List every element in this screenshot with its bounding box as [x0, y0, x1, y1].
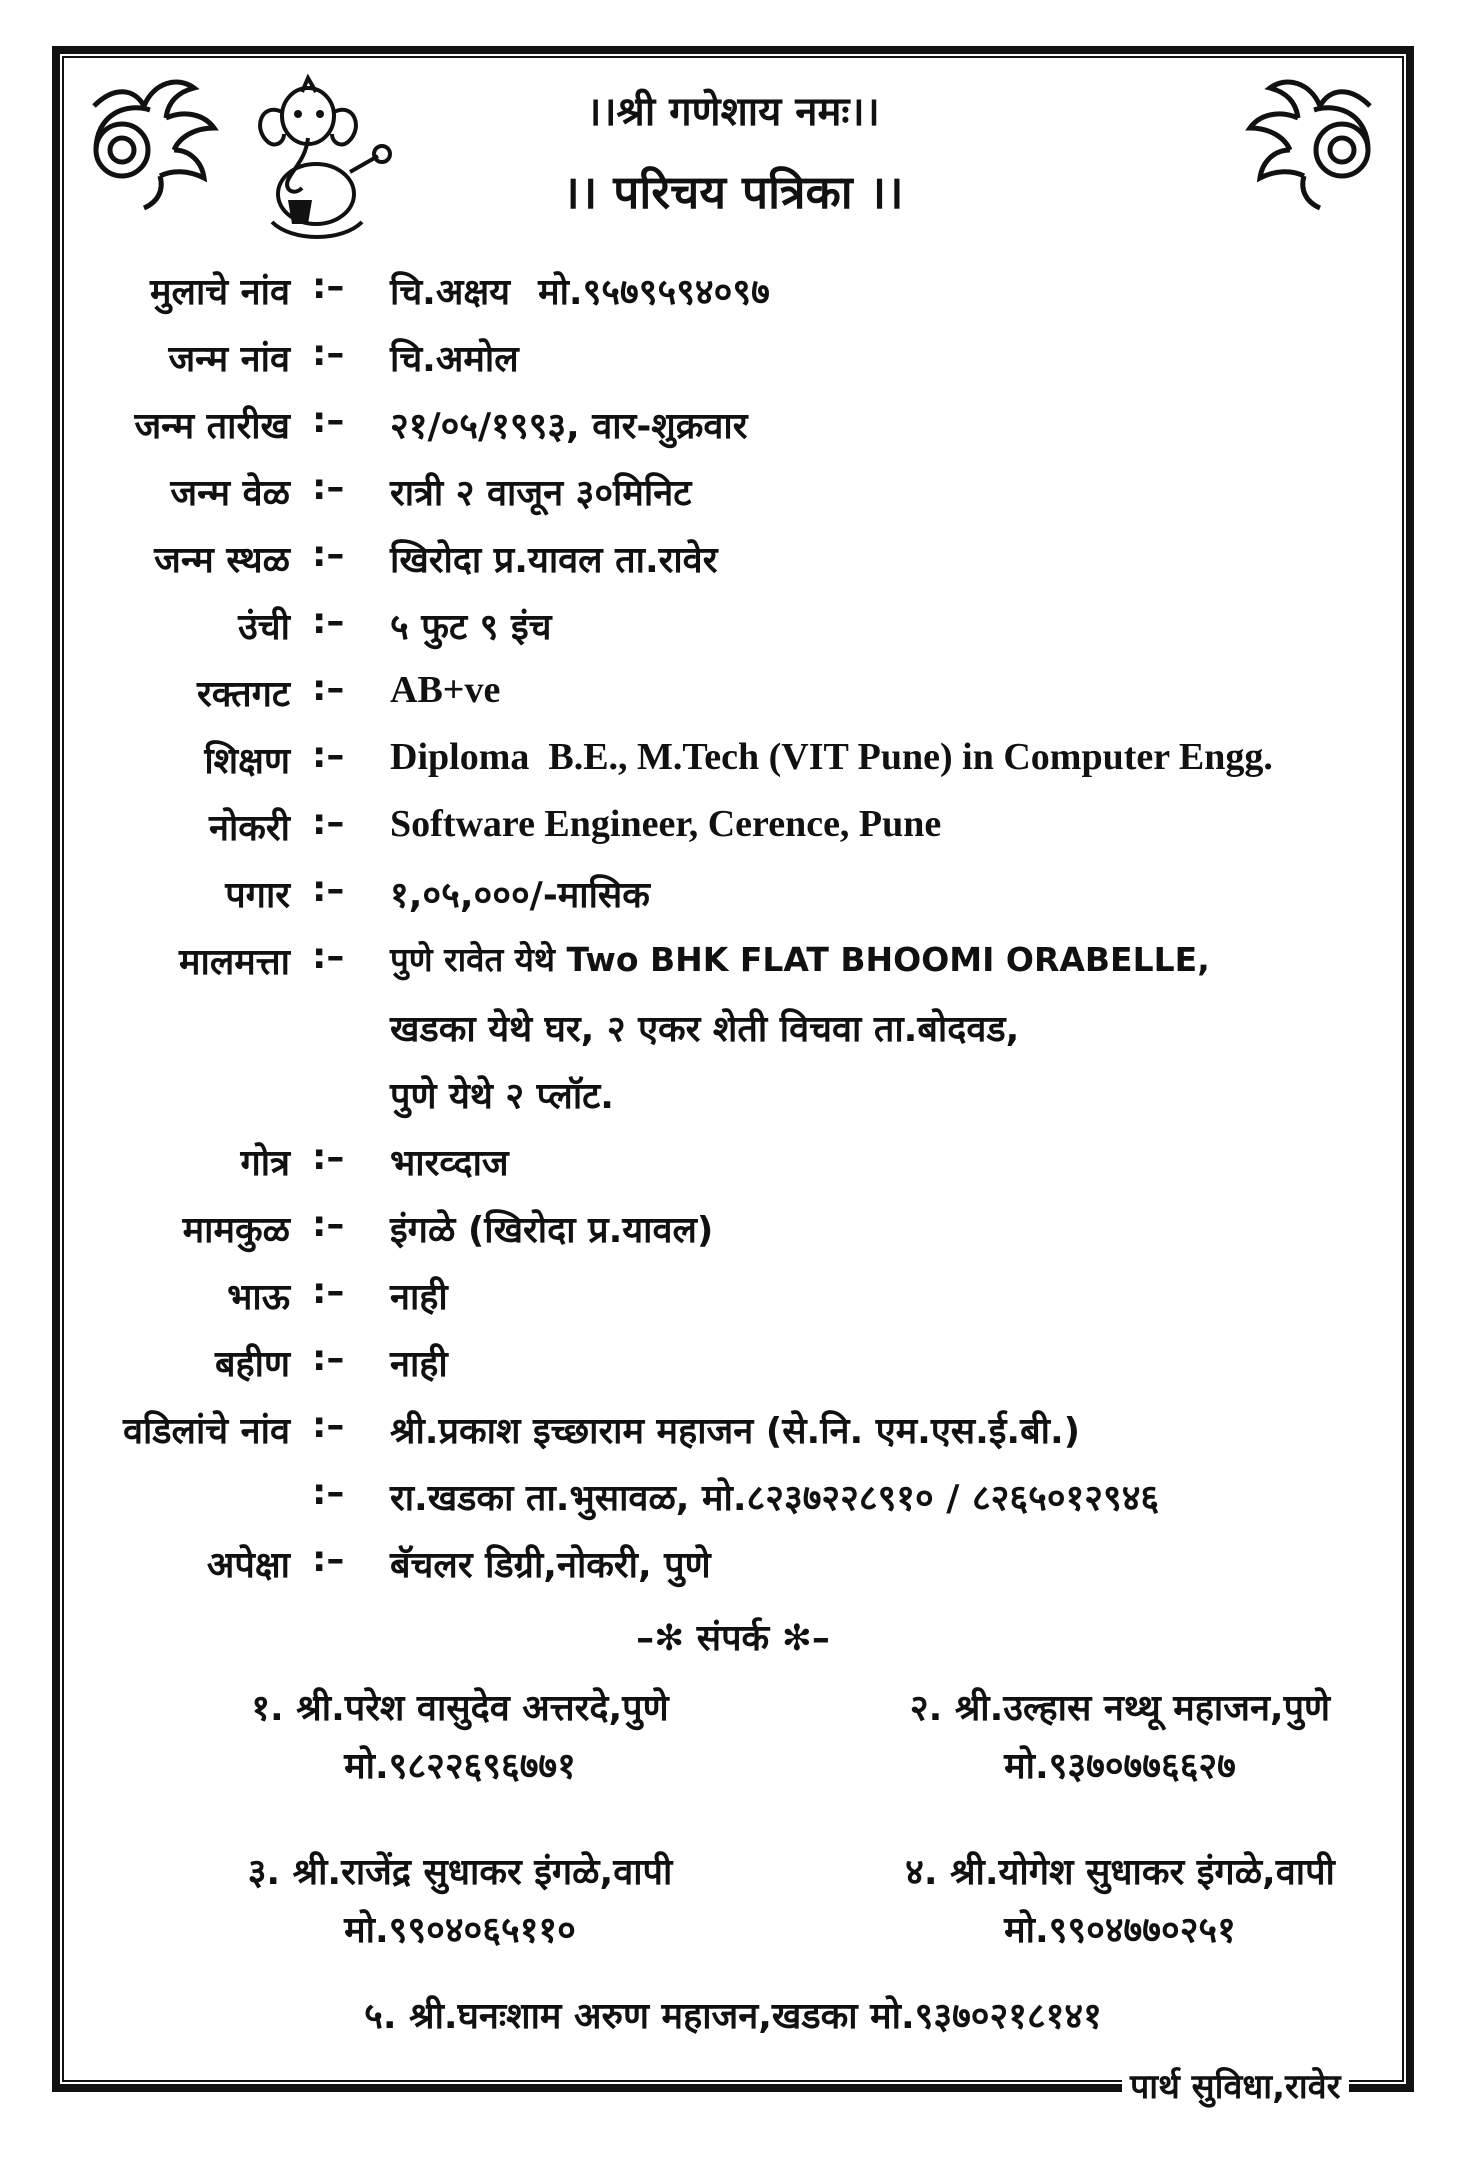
boy-name: चि.अक्षय [390, 272, 511, 313]
contact-name: ४. श्री.योगेश सुधाकर इंगळे,वापी [905, 1852, 1335, 1893]
detail-value: १,०५,०००/-मासिक [390, 875, 650, 916]
detail-separator: :– [312, 668, 345, 709]
detail-value: २१/०५/१९९३, वार-शुक्रवार [390, 406, 748, 447]
detail-label: रक्तगट [197, 674, 290, 715]
detail-value: भारव्दाज [390, 1143, 509, 1184]
contact-person-last: ५. श्री.घनःशाम अरुण महाजन,खडका मो.९३७०२१८१४१ [364, 1996, 1102, 2037]
detail-separator: :– [312, 936, 345, 977]
detail-separator: :– [312, 1137, 345, 1178]
contact-mobile: मो.९९०४७७०२५१ [1004, 1910, 1236, 1951]
detail-separator: :– [312, 400, 345, 441]
detail-row-continued [0, 1003, 1466, 1067]
detail-value: खिरोदा प्र.यावल ता.रावेर [390, 540, 718, 581]
detail-separator: :– [312, 869, 345, 910]
detail-separator: :– [312, 1539, 345, 1580]
contact-person [180, 1844, 740, 1960]
detail-value: चि.अमोल [390, 339, 519, 380]
contact-mobile: मो.९८२२६९६७७१ [344, 1746, 576, 1787]
detail-value: ५ फुट ९ इंच [390, 607, 552, 648]
detail-value [390, 266, 770, 315]
detail-separator: :– [312, 601, 345, 642]
detail-row [0, 1137, 1466, 1201]
contact-person [180, 1680, 740, 1796]
detail-value: नाही [390, 1344, 448, 1385]
detail-value: रा.खडका ता.भुसावळ, मो.८२३७२२८९१० / ८२६५०१२९४६ [390, 1478, 1160, 1519]
detail-row [0, 1472, 1466, 1536]
detail-separator: :– [312, 735, 345, 776]
contact-mobile: मो.९३७०७७६६२७ [1004, 1746, 1236, 1787]
detail-value: बॅचलर डिग्री,नोकरी, पुणे [390, 1545, 711, 1586]
detail-row [0, 1271, 1466, 1335]
invocation-heading: ।।श्री गणेशाय नमः।। [586, 89, 880, 135]
detail-row [0, 1539, 1466, 1603]
detail-label: नोकरी [208, 808, 290, 849]
detail-row-continued [0, 1070, 1466, 1134]
detail-value: श्री.प्रकाश इच्छाराम महाजन (से.नि. एम.एस.ई.बी.) [390, 1411, 1081, 1452]
detail-row [0, 467, 1466, 531]
detail-row [0, 601, 1466, 665]
detail-label: पगार [225, 875, 290, 916]
detail-separator: :– [312, 1405, 345, 1446]
printer-credit: पार्थ सुविधा,रावेर [1122, 2062, 1349, 2108]
detail-value: पुणे रावेत येथे Two BHK FLAT BHOOMI ORABELLE, [390, 940, 1210, 979]
detail-separator: :– [312, 467, 345, 508]
detail-row [0, 1204, 1466, 1268]
detail-label: गोत्र [240, 1143, 290, 1184]
detail-separator: :– [312, 1472, 345, 1513]
detail-row [0, 869, 1466, 933]
detail-value: खडका येथे घर, २ एकर शेती विचवा ता.बोदवड, [390, 1009, 1020, 1050]
detail-value: Diploma B.E., M.Tech (VIT Pune) in Computer Engg. [390, 736, 1273, 778]
detail-label: मालमत्ता [179, 942, 290, 983]
contact-name: १. श्री.परेश वासुदेव अत्तरदे,पुणे [251, 1688, 669, 1729]
detail-row [0, 1338, 1466, 1402]
contact-mobile: मो.९९०४०६५११० [344, 1910, 576, 1951]
page-title: ।। परिचय पत्रिका ।। [562, 165, 904, 219]
detail-separator: :– [312, 1204, 345, 1245]
detail-separator: :– [312, 333, 345, 374]
detail-label: जन्म स्थळ [154, 540, 290, 581]
detail-label: उंची [238, 607, 290, 648]
contact-name: ३. श्री.राजेंद्र सुधाकर इंगळे,वापी [247, 1852, 673, 1893]
detail-row [0, 668, 1466, 732]
detail-row [0, 735, 1466, 799]
detail-label: वडिलांचे नांव [122, 1411, 290, 1452]
detail-label: भाऊ [227, 1277, 290, 1318]
detail-row [0, 1405, 1466, 1469]
detail-label: शिक्षण [204, 741, 290, 782]
detail-label: मुलाचे नांव [150, 272, 290, 313]
detail-value: AB+ve [390, 669, 501, 711]
detail-label: जन्म नांव [168, 339, 290, 380]
detail-separator: :– [312, 1338, 345, 1379]
contact-name: २. श्री.उल्हास नथ्थू महाजन,पुणे [909, 1688, 1331, 1729]
detail-separator: :– [312, 534, 345, 575]
contact-person [840, 1680, 1400, 1796]
detail-row [0, 534, 1466, 598]
detail-row [0, 266, 1466, 330]
detail-separator: :– [312, 266, 345, 307]
detail-value: Software Engineer, Cerence, Pune [390, 803, 942, 845]
detail-label: अपेक्षा [206, 1545, 290, 1586]
contact-heading: –✻ संपर्क ✻– [636, 1618, 830, 1659]
detail-row [0, 936, 1466, 1000]
detail-value: रात्री २ वाजून ३०मिनिट [390, 473, 692, 514]
detail-label: मामकुळ [182, 1210, 290, 1251]
detail-value: इंगळे (खिरोदा प्र.यावल) [390, 1210, 714, 1251]
detail-value: पुणे येथे २ प्लॉट. [390, 1076, 614, 1117]
detail-separator: :– [312, 1271, 345, 1312]
detail-row [0, 333, 1466, 397]
detail-row [0, 400, 1466, 464]
detail-separator: :– [312, 802, 345, 843]
detail-value: नाही [390, 1277, 448, 1318]
detail-label: जन्म तारीख [134, 406, 290, 447]
detail-label: जन्म वेळ [170, 473, 290, 514]
detail-row [0, 802, 1466, 866]
boy-mobile: मो.९५७९५९४०९७ [538, 272, 770, 313]
detail-label: बहीण [214, 1344, 290, 1385]
contact-person [840, 1844, 1400, 1960]
